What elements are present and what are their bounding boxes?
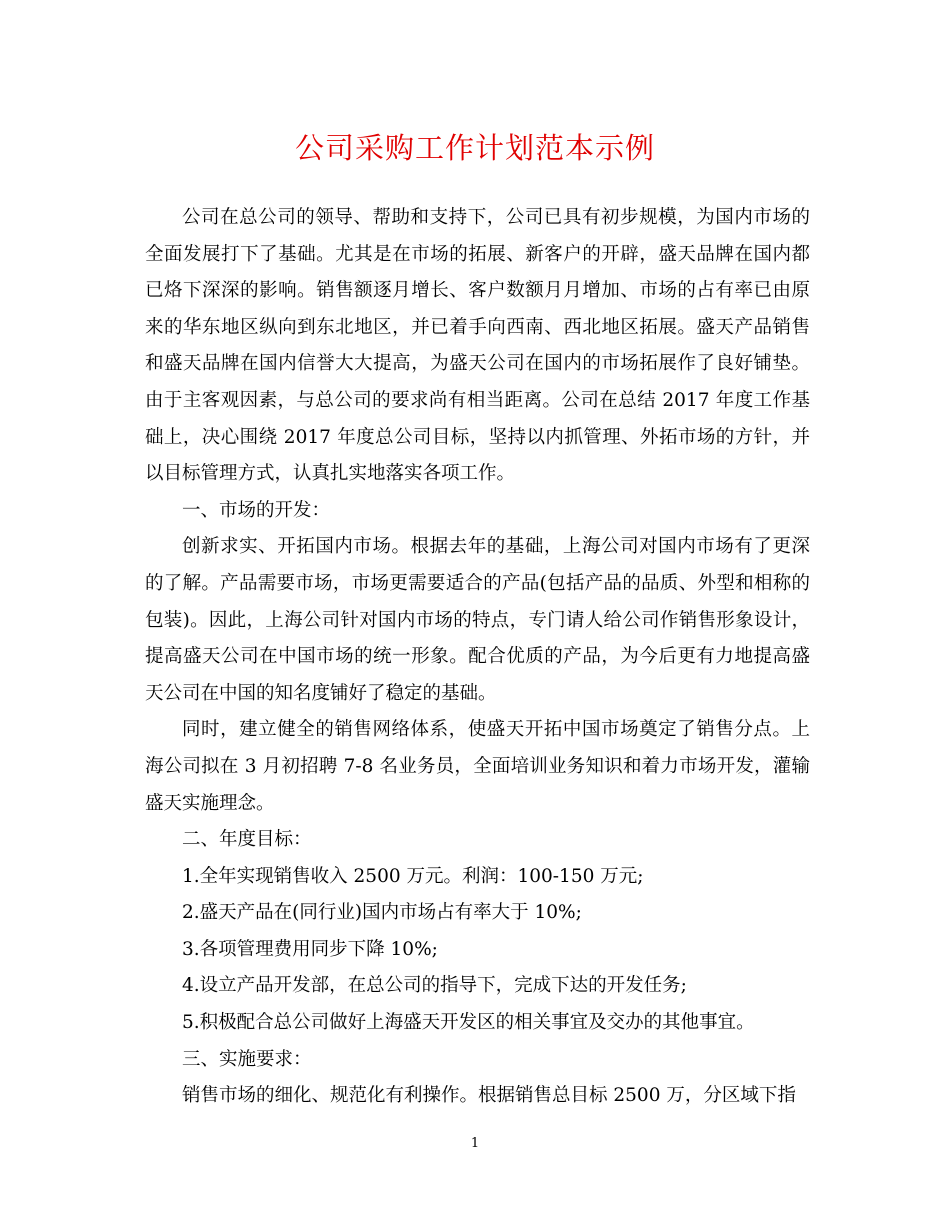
section-heading-annual-goals: 二、年度目标： <box>182 829 312 851</box>
market-paragraph: 创新求实、开拓国内市场。根据去年的基础，上海公司对国内市场有了更深的了解。产品需要市场，市场更需要适合的产品(包括产品的品质、外型和相称的包装)。因此，上海公司针对国内市场的特点，专门请人给公司作销售形象设计，提高盛天公司在中国市场的统一形象。配合优质的产品，为今后更有力地提高盛天公司在中国的知名度铺好了稳定的基础。 <box>145 536 810 704</box>
document-body <box>145 200 810 1115</box>
goal-item-1: 1.全年实现销售收入 2500 万元。利润：100-150 万元; <box>182 865 644 887</box>
goal-item-3: 3.各项管理费用同步下降 10%; <box>182 938 438 960</box>
goal-item-5: 5.积极配合总公司做好上海盛天开发区的相关事宜及交办的其他事宜。 <box>182 1012 755 1034</box>
sales-network-paragraph: 同时，建立健全的销售网络体系，使盛天开拓中国市场奠定了销售分点。上海公司拟在 3 月初招聘 7-8 名业务员，全面培训业务知识和着力市场开发，灌输盛天实施理念。 <box>145 719 810 814</box>
implementation-paragraph: 销售市场的细化、规范化有利操作。根据销售总目标 2500 万，分区域下指 <box>182 1085 796 1107</box>
section-heading-implementation: 三、实施要求： <box>182 1048 312 1070</box>
goal-item-4: 4.设立产品开发部，在总公司的指导下，完成下达的开发任务; <box>182 975 687 997</box>
page-number: 1 <box>470 1136 480 1151</box>
section-heading-market-development: 一、市场的开发： <box>182 499 331 521</box>
goal-item-2: 2.盛天产品在(同行业)国内市场占有率大于 10%; <box>182 902 582 924</box>
intro-paragraph: 公司在总公司的领导、帮助和支持下，公司已具有初步规模，为国内市场的全面发展打下了基础。尤其是在市场的拓展、新客户的开辟，盛天品牌在国内都已烙下深深的影响。销售额逐月增长、客户数额月月增加、市场的占有率已由原来的华东地区纵向到东北地区，并已着手向西南、西北地区拓展。盛天产品销售和盛天品牌在国内信誉大大提高，为盛天公司在国内的市场拓展作了良好铺垫。由于主客观因素，与总公司的要求尚有相当距离。公司在总结 2017 年度工作基础上，决心围绕 2017 年度总公司目标，坚持以内抓管理、外拓市场的方针，并以目标管理方式，认真扎实地落实各项工作。 <box>145 207 810 485</box>
document-title: 公司采购工作计划范本示例 <box>294 131 655 165</box>
